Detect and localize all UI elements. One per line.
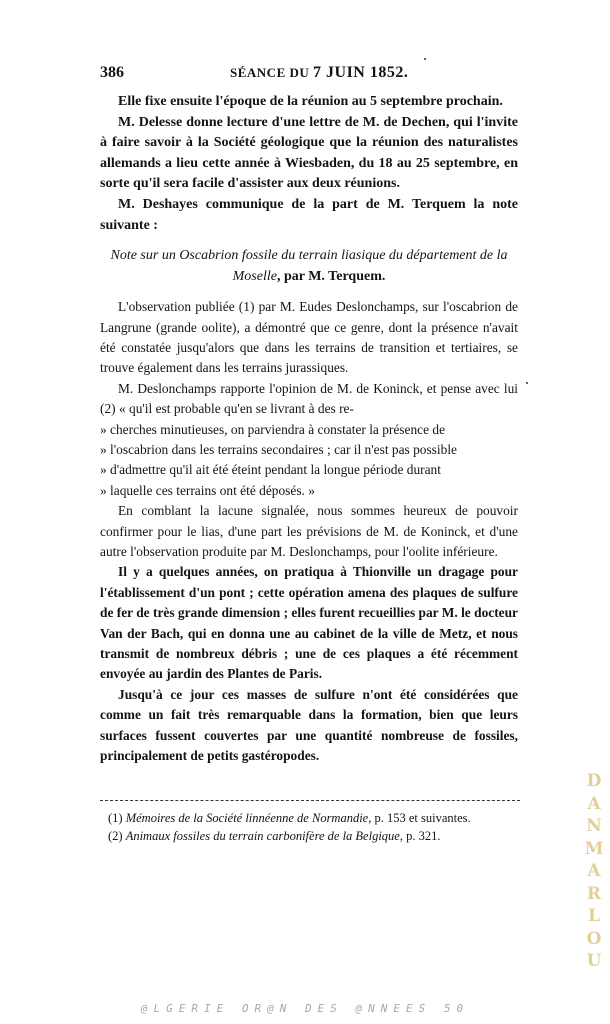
note-title-author: , par M. Terquem. (276, 268, 386, 284)
running-head-date: 7 JUIN 1852. (313, 64, 409, 81)
bottom-watermark: @LGERIE OR@N DES @NNEES 50 (140, 1002, 470, 1015)
side-watermark (584, 770, 604, 973)
watermark-letter: O (586, 928, 602, 949)
footnote-1 (100, 810, 520, 826)
footnotes (100, 810, 520, 846)
watermark-letter: M (584, 838, 604, 859)
running-head-prefix: SÉANCE DU (230, 65, 314, 80)
footnote-2 (100, 828, 520, 844)
footnote-2-title: Animaux fossiles du terrain carbonifère de la Belgique (125, 829, 400, 843)
watermark-letter: D (586, 771, 602, 791)
watermark-letter: A (587, 793, 601, 814)
note-title (100, 246, 518, 287)
footnote-1-rest: , p. 153 et suivantes. (368, 811, 471, 825)
main-text (100, 92, 518, 767)
watermark-letter: L (588, 906, 600, 926)
footnote-2-number: (2) (108, 829, 126, 843)
body-paragraph-lacune: En comblant la lacune signalée, nous sommes heureux de pouvoir confirmer pour le lias, d'une part les prévisions de M. de Koninck, et d'une autre l'observation produite par M. Deslonchamps, pour l'oolite inférieure. (100, 503, 518, 560)
page-header (100, 64, 518, 86)
watermark-letter: N (586, 816, 602, 836)
print-speck (526, 382, 528, 384)
print-speck (424, 58, 426, 60)
quote-line: » l'oscabrion dans les terrains secondaires ; car il n'est pas possible (100, 442, 457, 457)
note-title-italic: Note sur un Oscabrion fossile du terrain liasique du département de la Moselle (110, 248, 508, 284)
body-paragraph-observation: L'observation publiée (1) par M. Eudes Deslonchamps, sur l'oscabrion de Langrune (grande oolite), a démontré que ce genre, dont la présence n'avait été constatée jusqu'alors que dans les terrains de transition et tertiaires, se trouve également dans les terrains jurassiques. (100, 299, 518, 376)
quote-line: » laquelle ces terrains ont été déposés. » (100, 482, 315, 498)
footnote-1-title: Mémoires de la Société linnéenne de Normandie (125, 811, 369, 825)
footnote-2-rest: , p. 321. (399, 829, 441, 843)
paragraph-reunion: Elle fixe ensuite l'époque de la réunion au 5 septembre prochain. (118, 94, 503, 109)
running-head (230, 64, 408, 82)
footnote-1-number: (1) (108, 811, 126, 825)
note-body (100, 297, 518, 766)
watermark-letter: A (587, 861, 601, 881)
quote-line: » d'admettre qu'il ait été éteint pendant la longue période durant (100, 462, 441, 478)
quote-line: » cherches minutieuses, on parviendra à constater la présence de (100, 421, 446, 437)
paragraph-delesse: M. Delesse donne lecture d'une lettre de M. de Dechen, qui l'invite à faire savoir à la Société géologique que la réunion des naturalistes allemands a lieu cette année à Wiesbaden, du 18 au 25 septembre, en sorte qu'il sera facile d'assister aux deux réunions. (100, 114, 518, 192)
footnote-rule (100, 800, 520, 801)
body-paragraph-koninck: M. Deslonchamps rapporte l'opinion de M. de Koninck, et pense avec lui (2) « qu'il est probable qu'en se livrant à des re- (100, 380, 518, 417)
body-paragraph-thionville: Il y a quelques années, on pratiqua à Thionville un dragage pour l'établissement d'un pont ; cette opération amena des plaques de sulfure de fer de très grande dimension ; elles furent recueillies par M. le docteur Van der Bach, qui en donna une au cabinet de la ville de Metz, et nous transmit de nombreux débris ; une de ces plaques a été récemment envoyée au jardin des Plantes de Paris. (100, 564, 518, 682)
watermark-letter: R (586, 883, 602, 904)
paragraph-deshayes: M. Deshayes communique de la part de M. Terquem la note suivante : (100, 196, 518, 233)
watermark-letter: U (586, 951, 602, 971)
body-paragraph-sulfure: Jusqu'à ce jour ces masses de sulfure n'ont été considérées que comme un fait très remarquable dans la formation, bien que leurs surfaces fussent couvertes par une quantité nombreuse de fossiles, principalement de petits gastéropodes. (100, 686, 518, 764)
page-number: 386 (100, 64, 124, 81)
